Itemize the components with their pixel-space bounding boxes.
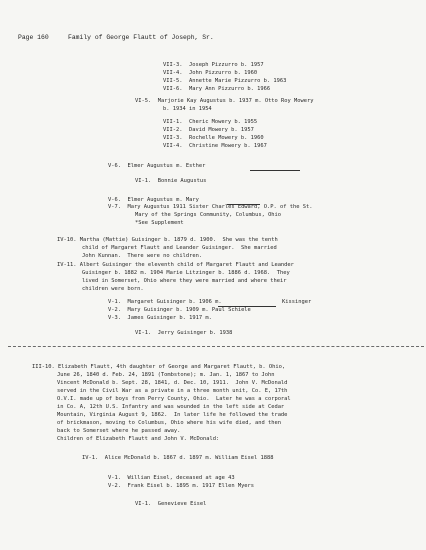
text-line: of brickmason, moving to Columbus, Ohio where his wife died, and then: [57, 420, 281, 426]
text-line: IV-10. Martha (Mattie) Guisinger b. 1879 d. 1900. She was the tenth: [57, 237, 278, 243]
text-line: V-1. Willian Eisel, deceased at age 43: [108, 475, 235, 481]
text-line: VII-1. Cheric Mowery b. 1955: [163, 119, 258, 125]
text-line: VI-1. Jerry Guisinger b. 1938: [135, 330, 233, 336]
text-line: June 26, 1840 d. Feb. 24, 1891 (Tombstone); m. Jan. 1, 1867 to John: [57, 372, 275, 378]
text-line: children were born.: [82, 286, 144, 292]
text-line: *See Supplement: [135, 220, 184, 226]
text-line: Children of Elizabeth Flautt and John V. McDonald:: [57, 436, 220, 442]
text-line: Mary of the Springs Community, Columbus, Ohio: [135, 212, 282, 218]
text-line: V-2. Frank Eisel b. 1895 m. 1917 Ellen Myers: [108, 483, 255, 489]
text-line: Kissinger: [282, 299, 312, 305]
text-line: VII-4. John Pizzurro b. 1960: [163, 70, 258, 76]
text-line: VII-4. Christine Mowery b. 1967: [163, 143, 267, 149]
text-line: IV-1. Alice McDonald b. 1867 d. 1897 m. William Eisel 1888: [82, 455, 274, 461]
text-line: V-6. Elmer Augustus m. Esther: [108, 163, 206, 169]
text-line: served in the Civil War as a private in a three month unit, Co. E, 17th: [57, 388, 288, 394]
text-line: O.V.I. made up of boys from Perry County, Ohio. Later he was a corporal: [57, 396, 291, 402]
text-line: IV-11. Albert Guisinger the eleventh child of Margaret Flautt and Leander: [57, 262, 294, 268]
text-line: III-10. Elizabeth Flautt, 4th daughter of George and Margaret Flautt, b. Ohio,: [32, 364, 286, 370]
text-line: V-6. Elmer Augustus m. Mary: [108, 197, 199, 203]
text-line: back to Somerset where he passed away.: [57, 428, 181, 434]
text-line: VI-5. Marjorie Kay Augustus b. 1937 m. Otto Roy Mowery: [135, 98, 314, 104]
text-line: b. 1934 in 1954: [163, 106, 212, 112]
text-line: V-1. Margaret Guisinger b. 1906 m.: [108, 299, 222, 305]
page-title: Family of George Flautt of Joseph, Sr.: [68, 34, 214, 41]
text-line: lived in Somerset, Ohio where they were married and where their: [82, 278, 287, 284]
text-line: Mountain, Virginia August 9, 1862. In later life he followed the trade: [57, 412, 288, 418]
text-line: John Kunnan. There were no children.: [82, 253, 203, 259]
text-line: Vincent McDonald b. Sept. 28, 1841, d. Dec. 10, 1911. John V. McDonald: [57, 380, 288, 386]
text-line: V-2. Mary Guisinger b. 1909 m. Paul Schiele: [108, 307, 251, 313]
text-line: child of Margaret Flautt and Leander Guisinger. She married: [82, 245, 277, 251]
text-line: VI-1. Bonnie Augustus: [135, 178, 207, 184]
text-line: VII-3. Rochelle Mowery b. 1960: [163, 135, 264, 141]
text-line: V-7. Mary Augustus 1911 Sister Charles Edward, O.P. of the St.: [108, 204, 313, 210]
text-line: VII-6. Mary Ann Pizzurro b. 1966: [163, 86, 271, 92]
text-line: VI-1. Genevieve Eisel: [135, 501, 207, 507]
text-line: in Co. A, 12th U.S. Infantry and was wounded in the left side at Cedar: [57, 404, 285, 410]
text-line: V-3. James Guisinger b. 1917 m.: [108, 315, 212, 321]
blank-line: [250, 170, 300, 171]
text-line: Guisinger b. 1882 m. 1904 Marie Litzinger b. 1886 d. 1968. They: [82, 270, 290, 276]
text-line: VII-3. Joseph Pizzurro b. 1957: [163, 62, 264, 68]
text-line: VII-2. David Mowery b. 1957: [163, 127, 254, 133]
text-line: VII-5. Annette Marie Pizzurro b. 1963: [163, 78, 287, 84]
page-number: Page 160: [18, 34, 49, 41]
section-divider: [8, 346, 424, 347]
